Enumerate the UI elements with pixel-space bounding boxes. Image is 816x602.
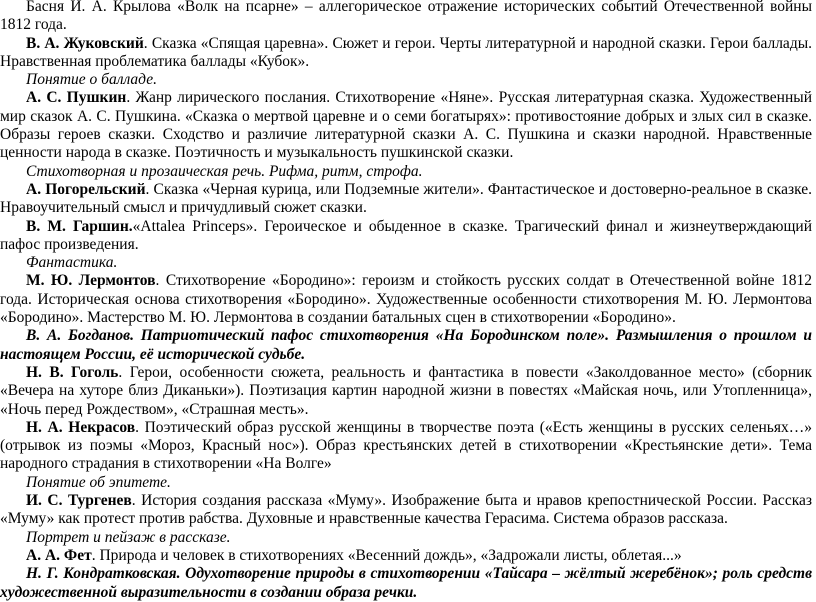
paragraph (0, 547, 812, 565)
paragraph-text: . Стихотворение «Бородино»: героизм и стойкость русских солдат в Отечественной войне 1812 года. Историческая основа стихотворения «Бородино». Художественные особенности стихотворения М. Ю. Лермонтова «Бородино». Мастерство М. Ю. Лермонтова в создании батальных сцен в стихотворении «Бородино». (0, 272, 812, 327)
author-name: А. Погорельский (26, 180, 146, 198)
author-name: В. М. Гаршин. (26, 217, 133, 235)
author-name: И. С. Тургенев (26, 492, 132, 510)
paragraph (0, 565, 812, 602)
author-name: А. С. Пушкин (26, 89, 127, 107)
paragraph-text: . Жанр лирического послания. Стихотворение «Няне». Русская литературная сказка. Художественный мир сказок А. С. Пушкина. «Сказка о мертвой царевне и о семи богатырях»: противостояние добрых и злых сил в сказке. Образы героев сказки. Сходство и различие литературной сказки А. С. Пушкина и сказки народной. Нравственные ценности народа в сказке. Поэтичность и музыкальность пушкинской сказки. (0, 89, 812, 162)
paragraph-text: Понятие о балладе. (26, 71, 157, 89)
paragraph-text: Фантастика. (26, 254, 118, 272)
paragraph (0, 272, 812, 327)
paragraph (0, 364, 812, 419)
paragraph (0, 419, 812, 474)
author-name: А. А. Фет (26, 546, 92, 564)
author-name: Н. В. Гоголь (26, 363, 119, 381)
paragraph-text: Понятие об эпитете. (26, 473, 171, 491)
paragraph (0, 163, 812, 181)
author-name: В. А. Жуковский (26, 34, 144, 52)
paragraph (0, 89, 812, 162)
paragraph-text: . Сказка «Черная курица, или Подземные жители». Фантастическое и достоверно-реальное в сказке. Нравоучительный смысл и причудливый сюжет сказки. (0, 180, 812, 217)
paragraph (0, 474, 812, 492)
paragraph (0, 181, 812, 218)
paragraph-text: «Attalea Princeps». Героическое и обыденное в сказке. Трагический финал и жизнеутверждающий пафос произведения. (0, 217, 812, 253)
paragraph (0, 218, 812, 255)
paragraph-text: Стихотворная и прозаическая речь. Рифма, ритм, строфа. (26, 162, 423, 180)
paragraph (0, 0, 812, 35)
paragraph-text: . Герои, особенности сюжета, реальность и фантастика в повести «Заколдованное место» (сборник «Вечера на хуторе близ Диканьки»). Поэтизация картин народной жизни в повестях «Майская ночь, или Утопленница», «Ночь перед Рождеством», «Страшная месть». (0, 363, 812, 418)
paragraph-text: Басня И. А. Крылова «Волк на псарне» – аллегорическое отражение исторических событий Отечественной войны 1812 года. (0, 0, 812, 34)
paragraph-text: . Сказка «Спящая царевна». Сюжет и герои. Черты литературной и народной сказки. Герои баллады. Нравственная проблематика баллады «Кубок». (0, 34, 812, 70)
paragraph-text: . История создания рассказа «Муму». Изображение быта и нравов крепостнической России. Рассказ «Муму» как протест против рабства. Духовные и нравственные качества Герасима. Система образов рассказа. (0, 492, 812, 528)
author-name: М. Ю. Лермонтов (26, 272, 156, 290)
author-name: Н. А. Некрасов (26, 418, 136, 436)
paragraph-text: В. А. Богданов. Патриотический пафос стихотворения «На Бородинском поле». Размышления о прошлом и настоящем России, её исторической судьбе. (0, 327, 812, 363)
paragraph (0, 327, 812, 364)
paragraph-text: Портрет и пейзаж в рассказе. (26, 528, 231, 546)
paragraph (0, 71, 812, 89)
paragraph (0, 254, 812, 272)
paragraph (0, 529, 812, 547)
paragraph (0, 492, 812, 529)
paragraph-text: . Природа и человек в стихотворениях «Весенний дождь», «Задрожали листы, облетая...» (91, 546, 682, 564)
paragraph (0, 35, 812, 72)
paragraph-text: . Поэтический образ русской женщины в творчестве поэта («Есть женщины в русских селеньях…» (отрывок из поэмы «Мороз, Красный нос»). Образ крестьянских детей в стихотворении «Крестьянские дети». Тема народного страдания в стихотворении «На Волге» (0, 418, 812, 473)
paragraph-text: Н. Г. Кондратковская. Одухотворение природы в стихотворении «Тайсара – жёлтый жеребёнок»; роль средств художественной выразительности в создании образа речки. (0, 565, 812, 601)
